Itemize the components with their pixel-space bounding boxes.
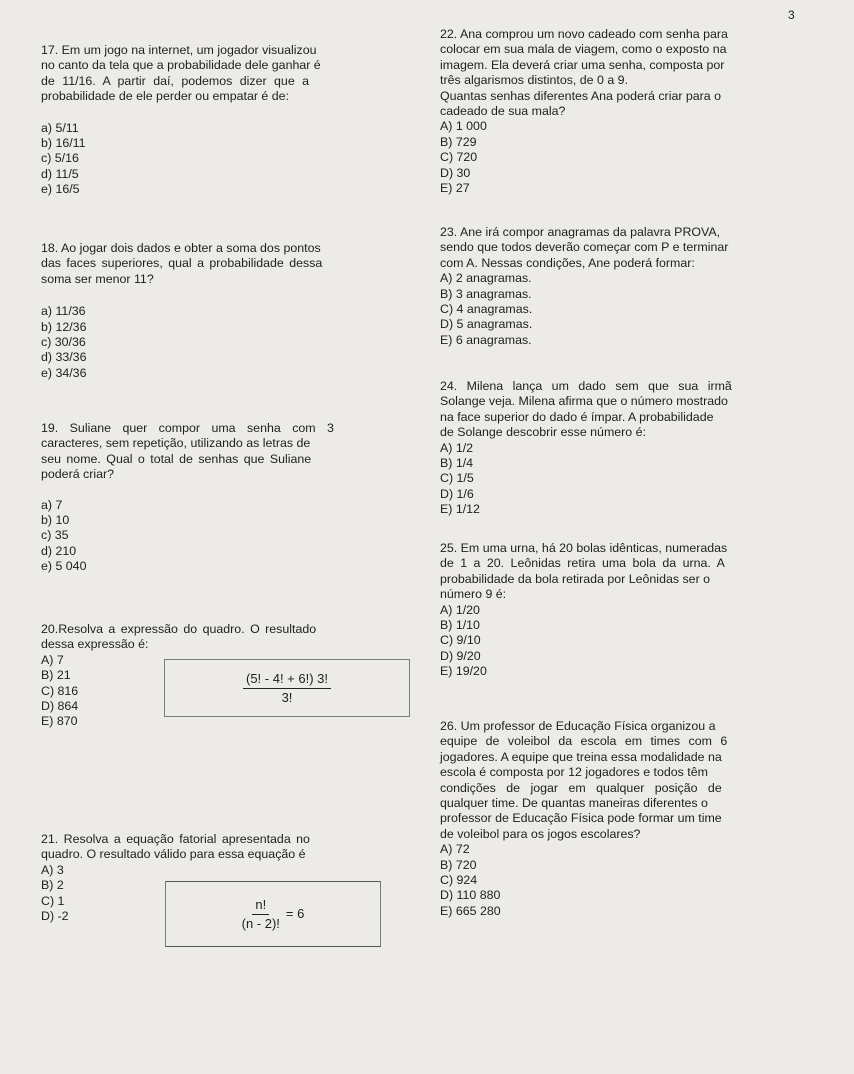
- stem-line: de Solange descobrir esse número é:: [440, 425, 646, 440]
- stem-line: cadeado de sua mala?: [440, 104, 566, 119]
- stem-line: no canto da tela que a probabilidade dele ganhar é: [41, 58, 321, 73]
- option-d[interactable]: D) 30: [440, 165, 471, 180]
- stem-line: condições de jogar em qualquer posição de: [440, 780, 722, 795]
- option-c[interactable]: C) 4 anagramas.: [440, 302, 533, 317]
- option-b[interactable]: B) 1/10: [440, 618, 480, 633]
- page-number: 3: [788, 8, 795, 22]
- question-17-stem: [41, 43, 411, 105]
- question-19: [41, 421, 411, 575]
- option-a[interactable]: A) 1/2: [440, 440, 474, 455]
- question-17-options: [41, 121, 411, 198]
- stem-line: professor de Educação Física pode formar um time: [440, 811, 722, 826]
- question-26-stem: [440, 719, 788, 842]
- option-b[interactable]: B) 729: [440, 134, 477, 149]
- stem-line: jogadores. A equipe que treina essa modalidade na: [440, 749, 722, 764]
- stem-line: de 11/16. A partir daí, podemos dizer que a: [41, 73, 310, 88]
- question-23-stem: [440, 225, 788, 271]
- formula-denominator: 3!: [281, 689, 293, 705]
- option-e[interactable]: E) 19/20: [440, 664, 487, 679]
- option-e[interactable]: E) 6 anagramas.: [440, 332, 532, 347]
- option-c[interactable]: C) 816: [41, 683, 79, 698]
- question-18-stem: [41, 241, 411, 287]
- option-a[interactable]: A) 7: [41, 652, 64, 667]
- stem-line: soma ser menor 11?: [41, 271, 154, 286]
- question-25-stem: [440, 541, 788, 603]
- option-c[interactable]: C) 1/5: [440, 471, 474, 486]
- stem-line: das faces superiores, qual a probabilidade dessa: [41, 256, 323, 271]
- option-b[interactable]: B) 21: [41, 668, 71, 683]
- question-19-options: [41, 498, 411, 575]
- option-b[interactable]: B) 1/4: [440, 456, 474, 471]
- stem-line: de 1 a 20. Leônidas retira uma bola da urna. A: [440, 556, 725, 571]
- option-a[interactable]: a) 5/11: [41, 120, 79, 135]
- option-c[interactable]: C) 1: [41, 893, 65, 908]
- stem-line: seu nome. Qual o total de senhas que Suliane: [41, 451, 312, 466]
- stem-line: 19. Suliane quer compor uma senha com 3: [41, 421, 334, 435]
- question-21-stem: [41, 832, 411, 863]
- formula-box-q21: [165, 881, 381, 947]
- option-b[interactable]: b) 10: [41, 513, 70, 528]
- question-26-options: [440, 842, 788, 919]
- option-a[interactable]: A) 1/20: [440, 602, 480, 617]
- stem-line: 26. Um professor de Educação Física organizou a: [440, 719, 716, 733]
- stem-line: poderá criar?: [41, 467, 115, 482]
- option-c[interactable]: C) 924: [440, 873, 478, 888]
- option-e[interactable]: e) 16/5: [41, 182, 80, 197]
- option-a[interactable]: A) 1 000: [440, 119, 487, 134]
- question-23-options: [440, 271, 788, 348]
- option-d[interactable]: D) 5 anagramas.: [440, 317, 533, 332]
- question-24: [440, 379, 788, 518]
- stem-line: qualquer time. De quantas maneiras diferentes o: [440, 796, 708, 811]
- stem-line: na face superior do dado é ímpar. A probabilidade: [440, 409, 714, 424]
- stem-line: 17. Em um jogo na internet, um jogador visualizou: [41, 43, 317, 57]
- option-a[interactable]: a) 11/36: [41, 304, 86, 319]
- option-b[interactable]: B) 3 anagramas.: [440, 286, 532, 301]
- question-23: [440, 225, 788, 348]
- option-c[interactable]: c) 30/36: [41, 335, 86, 350]
- option-d[interactable]: D) 9/20: [440, 648, 481, 663]
- option-e[interactable]: e) 5 040: [41, 559, 87, 574]
- option-a[interactable]: A) 2 anagramas.: [440, 271, 532, 286]
- stem-line: 22. Ana comprou um novo cadeado com senha para: [440, 27, 728, 41]
- formula-numerator: n!: [252, 897, 269, 914]
- option-a[interactable]: a) 7: [41, 497, 63, 512]
- option-d[interactable]: D) 864: [41, 699, 79, 714]
- option-c[interactable]: C) 720: [440, 150, 478, 165]
- stem-line: Quantas senhas diferentes Ana poderá criar para o: [440, 88, 722, 103]
- stem-line: imagem. Ela deverá criar uma senha, composta por: [440, 57, 725, 72]
- formula-denominator: (n - 2)!: [241, 915, 280, 931]
- option-e[interactable]: E) 870: [41, 714, 78, 729]
- stem-line: de voleibol para os jogos escolares?: [440, 826, 641, 841]
- stem-line: sendo que todos deverão começar com P e terminar: [440, 240, 729, 255]
- option-b[interactable]: b) 12/36: [41, 319, 87, 334]
- option-b[interactable]: b) 16/11: [41, 136, 86, 151]
- option-a[interactable]: A) 3: [41, 862, 64, 877]
- stem-line: probabilidade de ele perder ou empatar é de:: [41, 89, 289, 104]
- stem-line: colocar em sua mala de viagem, como o exposto na: [440, 42, 727, 57]
- option-e[interactable]: e) 34/36: [41, 365, 87, 380]
- option-d[interactable]: d) 33/36: [41, 350, 87, 365]
- stem-line: caracteres, sem repetição, utilizando as letras de: [41, 436, 311, 451]
- question-26: [440, 719, 788, 919]
- formula-fraction: [243, 671, 331, 705]
- option-d[interactable]: d) 210: [41, 543, 77, 558]
- question-17: [41, 43, 411, 198]
- option-b[interactable]: B) 2: [41, 878, 64, 893]
- question-18-options: [41, 304, 411, 381]
- option-d[interactable]: D) 1/6: [440, 486, 474, 501]
- stem-line: 21. Resolva a equação fatorial apresentada no: [41, 832, 310, 846]
- option-c[interactable]: C) 9/10: [440, 633, 481, 648]
- option-a[interactable]: A) 72: [440, 842, 470, 857]
- stem-line: 20.Resolva a expressão do quadro. O resultado: [41, 622, 317, 636]
- option-e[interactable]: E) 1/12: [440, 502, 480, 517]
- stem-line: Solange veja. Milena afirma que o número mostrado: [440, 394, 728, 409]
- formula-rhs: = 6: [285, 906, 305, 922]
- stem-line: dessa expressão é:: [41, 637, 149, 652]
- formula-fraction: [242, 897, 280, 931]
- question-22-stem: [440, 27, 788, 119]
- option-b[interactable]: B) 720: [440, 857, 477, 872]
- question-24-options: [440, 441, 788, 518]
- stem-line: equipe de voleibol da escola em times com 6: [440, 734, 728, 749]
- stem-line: com A. Nessas condições, Ane poderá formar:: [440, 255, 695, 270]
- formula-numerator: (5! - 4! + 6!) 3!: [243, 671, 331, 688]
- option-c[interactable]: c) 5/16: [41, 151, 79, 166]
- stem-line: quadro. O resultado válido para essa equação é: [41, 847, 306, 862]
- stem-line: três algarismos distintos, de 0 a 9.: [440, 73, 629, 88]
- option-c[interactable]: c) 35: [41, 528, 69, 543]
- question-22-options: [440, 119, 788, 196]
- question-25: [440, 541, 788, 680]
- question-19-stem: [41, 421, 411, 483]
- question-22: [440, 27, 788, 196]
- stem-line: probabilidade da bola retirada por Leônidas ser o: [440, 571, 711, 586]
- question-24-stem: [440, 379, 788, 441]
- option-e[interactable]: E) 665 280: [440, 903, 501, 918]
- option-d[interactable]: d) 11/5: [41, 166, 79, 181]
- stem-line: 24. Milena lança um dado sem que sua irmã: [440, 379, 732, 393]
- formula-box-q20: [164, 659, 410, 717]
- stem-line: 18. Ao jogar dois dados e obter a soma dos pontos: [41, 241, 321, 255]
- stem-line: 23. Ane irá compor anagramas da palavra PROVA,: [440, 225, 721, 239]
- question-25-options: [440, 603, 788, 680]
- option-e[interactable]: E) 27: [440, 181, 470, 196]
- stem-line: escola é composta por 12 jogadores e todos têm: [440, 765, 708, 780]
- option-d[interactable]: D) 110 880: [440, 888, 501, 903]
- question-18: [41, 241, 411, 381]
- option-d[interactable]: D) -2: [41, 909, 69, 924]
- stem-line: número 9 é:: [440, 587, 507, 602]
- question-20-stem: [41, 622, 411, 653]
- stem-line: 25. Em uma urna, há 20 bolas idênticas, numeradas: [440, 541, 728, 555]
